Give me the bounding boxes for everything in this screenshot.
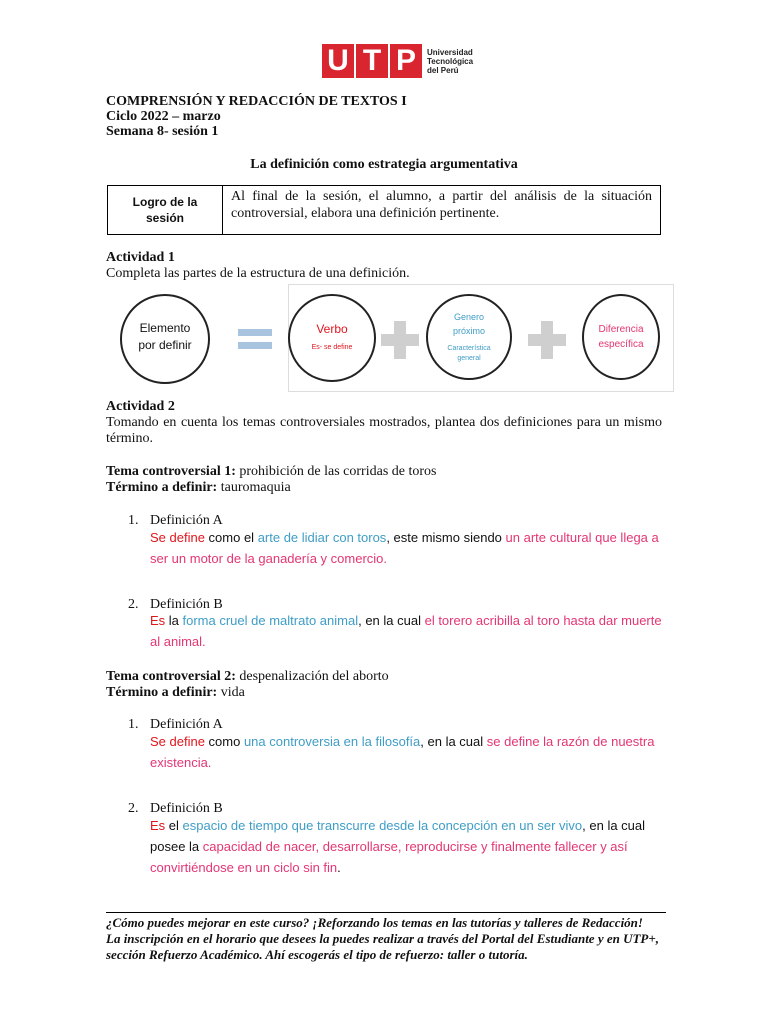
tema2-defB-text xyxy=(150,815,666,878)
list-number: 1. xyxy=(128,513,139,528)
footer-note xyxy=(106,912,666,963)
logro-label-line2: sesión xyxy=(145,211,184,225)
tema2-defA-text xyxy=(150,731,666,773)
logro-table-wrap xyxy=(107,185,661,235)
definition-title: Definición A xyxy=(150,717,223,732)
tema1-line xyxy=(106,464,437,480)
def-verb: Es xyxy=(150,818,166,833)
logro-label-line1: Logro de la xyxy=(132,195,198,209)
genero-sub-line1: Característica xyxy=(447,345,491,352)
definition-title: Definición B xyxy=(150,801,223,816)
logo-letter-u: U xyxy=(327,44,349,77)
footer-line1: ¿Cómo puedes mejorar en este curso? ¡Reforzando los temas en las tutorías y talleres de Redacción! xyxy=(106,915,643,930)
diferencia-line1: Diferencia xyxy=(598,324,644,335)
list-number: 2. xyxy=(128,801,139,816)
footer-line2: La inscripción en el horario que desees la puedes realizar a través del Portal del Estudiante y en UTP+, xyxy=(106,931,660,946)
genero-line2: próximo xyxy=(452,326,485,336)
logo-mark xyxy=(322,44,422,78)
tema2-term-label: Término a definir: xyxy=(106,685,218,700)
tema2-term: vida xyxy=(220,685,245,700)
equals-icon xyxy=(238,329,272,349)
plus-icon xyxy=(528,321,566,359)
logo-line2: Tecnológica xyxy=(427,56,474,66)
elemento-line1: Elemento xyxy=(139,321,191,335)
footer-line3: sección Refuerzo Académico. Ahí escogerás el tipo de refuerzo: taller o tutoría. xyxy=(106,947,528,962)
verbo-circle xyxy=(288,294,376,382)
logo-text xyxy=(427,48,473,75)
def-verb: Se define xyxy=(150,734,205,749)
tema2-value: despenalización del aborto xyxy=(239,669,389,684)
def-diferencia: el torero acribilla al toro hasta dar muerte al animal. xyxy=(150,613,662,649)
genero-line1: Genero xyxy=(453,312,485,322)
elemento-line2: por definir xyxy=(138,338,192,352)
def-diferencia: un arte cultural que llega a ser un motor de la ganadería y comercio. xyxy=(150,530,659,566)
def-diferencia: capacidad de nacer, desarrollarse, reproducirse y finalmente fallecer y así convirtiéndose en un ciclo sin fin xyxy=(150,839,628,875)
def-diferencia: se define la razón de nuestra existencia. xyxy=(150,734,655,770)
definition-diagram xyxy=(112,284,674,392)
logro-table xyxy=(107,185,661,235)
actividad2-heading: Actividad 2 xyxy=(106,399,175,414)
logo-line3: del Perú xyxy=(427,65,459,75)
list-number: 1. xyxy=(128,717,139,732)
genero-sub-line2: general xyxy=(457,355,481,362)
logo-letter-p: P xyxy=(395,44,416,77)
diferencia-line2: específica xyxy=(598,339,644,350)
plus-icon xyxy=(381,321,419,359)
list-number: 2. xyxy=(128,597,139,612)
diferencia-circle xyxy=(582,294,660,380)
tema1-defB-text xyxy=(150,610,666,652)
tema1-term-label: Término a definir: xyxy=(106,480,218,495)
tema1-value: prohibición de las corridas de toros xyxy=(239,464,437,479)
actividad1-instruction: Completa las partes de la estructura de una definición. xyxy=(106,266,410,281)
def-link: el xyxy=(165,818,183,833)
document-header xyxy=(106,94,407,139)
verbo-sub: Es- se define xyxy=(311,344,353,351)
def-verb: Se define xyxy=(150,530,205,545)
genero-circle xyxy=(426,294,512,380)
tema1-term-line xyxy=(106,480,291,496)
def-genero: arte de lidiar con toros xyxy=(257,530,387,545)
tema1-label: Tema controversial 1: xyxy=(106,464,236,479)
def-genero: una controversia en la filosofía xyxy=(243,734,421,749)
tema2-term-line xyxy=(106,685,245,701)
logo-line1: Universidad xyxy=(427,47,473,57)
logo-letter-t: T xyxy=(362,44,382,77)
tema1-defA-text xyxy=(150,527,666,569)
logro-text: Al final de la sesión, el alumno, a partir del análisis de la situación controversial, elabora una definición pertinente. xyxy=(223,186,661,235)
definition-title: Definición A xyxy=(150,513,223,528)
tema2-label: Tema controversial 2: xyxy=(106,669,236,684)
def-verb: Es xyxy=(150,613,166,628)
def-link: la xyxy=(165,613,183,628)
actividad1-heading: Actividad 1 xyxy=(106,250,175,265)
logro-label xyxy=(108,186,223,235)
elemento-circle xyxy=(120,294,210,384)
def-link: , en la cual posee la xyxy=(150,818,646,854)
tema2-line xyxy=(106,669,389,685)
utp-logo xyxy=(322,44,473,78)
def-period: . xyxy=(337,860,341,875)
def-link: , en la cual xyxy=(420,734,487,749)
def-genero: forma cruel de maltrato animal xyxy=(182,613,359,628)
def-link: , en la cual xyxy=(358,613,425,628)
page-title: La definición como estrategia argumentativa xyxy=(250,157,518,172)
verbo-label: Verbo xyxy=(316,322,348,336)
tema1-term: tauromaquia xyxy=(220,480,291,495)
def-link: como el xyxy=(204,530,258,545)
definition-title: Definición B xyxy=(150,597,223,612)
def-link: como xyxy=(204,734,244,749)
course-cycle: Ciclo 2022 – marzo xyxy=(106,109,221,124)
course-name: COMPRENSIÓN Y REDACCIÓN DE TEXTOS I xyxy=(106,94,407,109)
actividad2-instruction: Tomando en cuenta los temas controversiales mostrados, plantea dos definiciones para un mismo término. xyxy=(106,415,662,446)
course-week: Semana 8- sesión 1 xyxy=(106,124,219,139)
def-genero: espacio de tiempo que transcurre desde la concepción en un ser vivo xyxy=(182,818,583,833)
def-link: , este mismo siendo xyxy=(386,530,506,545)
